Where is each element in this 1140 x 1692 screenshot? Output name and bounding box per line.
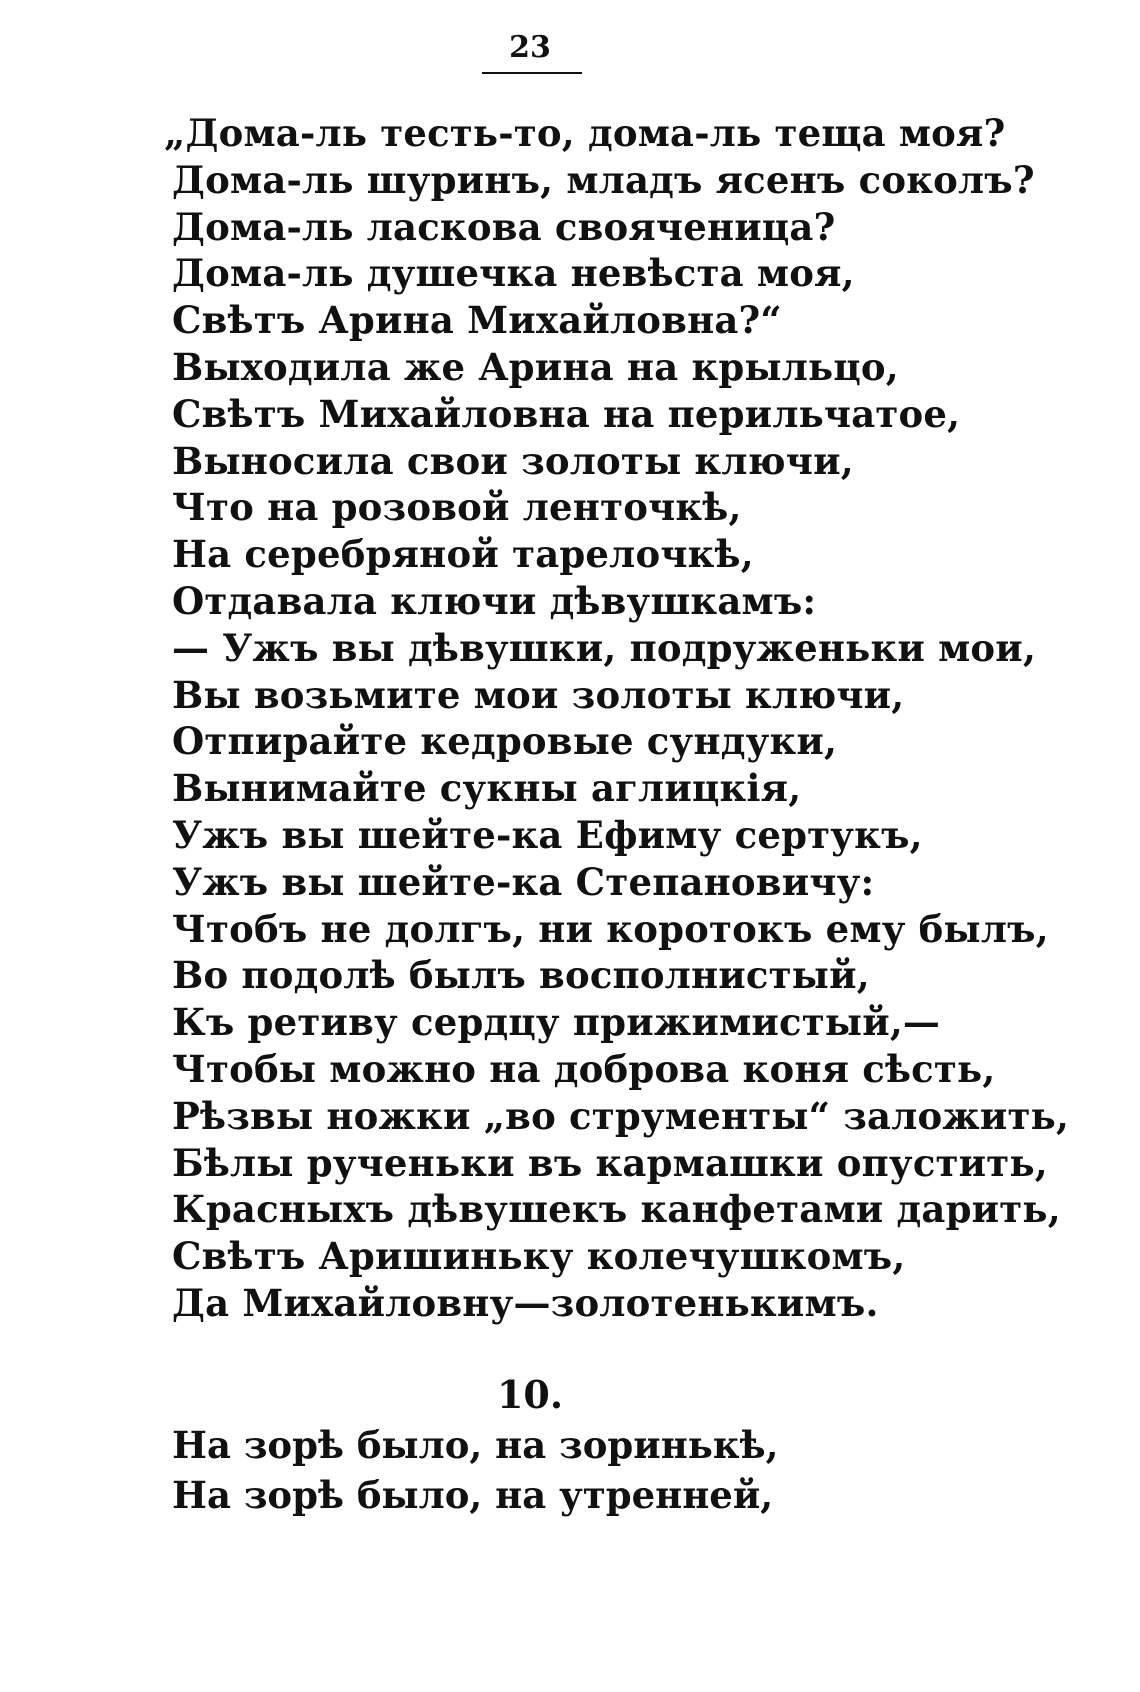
verse-line: „Дома-ль тесть-то, дома-ль теща моя? <box>164 111 1006 155</box>
verse-line: Во подолѣ былъ восполнистый, <box>172 953 870 998</box>
verse-line: Чтобы можно на доброва коня сѣсть, <box>172 1046 996 1091</box>
verse-line: Рѣзвы ножки „во струменты“ заложить, <box>172 1093 1070 1138</box>
page-number-rule <box>482 72 582 74</box>
poem-continued <box>164 110 1070 1327</box>
verse-line: Выходила же Арина на крыльцо, <box>172 344 899 389</box>
page-number: 23 <box>509 30 551 65</box>
verse-line: Свѣтъ Арина Михайловна?“ <box>172 298 782 343</box>
poem-10 <box>172 1420 779 1520</box>
verse-line: Отдавала ключи дѣвушкамъ: <box>172 578 817 623</box>
verse-line: Дома-ль душечка невѣста моя, <box>172 251 855 296</box>
verse-line: Да Михайловну—золотенькимъ. <box>172 1280 879 1325</box>
verse-line: Отпирайте кедровые сундуки, <box>172 719 838 764</box>
verse-line: На серебряной тарелочкѣ, <box>172 532 754 577</box>
verse-line: Свѣтъ Михайловна на перильчатое, <box>172 391 961 436</box>
verse-line: Вы возьмите мои золоты ключи, <box>172 672 905 717</box>
section-number: 10. <box>496 1372 564 1417</box>
verse-line: Выносила свои золоты ключи, <box>172 438 854 483</box>
verse-line: Къ ретиву сердцу прижимистый,— <box>172 1000 941 1045</box>
verse-line: Вынимайте сукны аглицкія, <box>172 766 802 811</box>
verse-line: На зорѣ было, на утренней, <box>172 1473 774 1517</box>
verse-line: Дома-ль шуринъ, младъ ясенъ соколъ? <box>172 157 1035 202</box>
verse-line: Что на розовой ленточкѣ, <box>172 485 742 530</box>
verse-line: Ужъ вы шейте-ка Степановичу: <box>172 859 875 904</box>
verse-line: Свѣтъ Аришиньку колечушкомъ, <box>172 1234 906 1279</box>
verse-line: На зорѣ было, на зоринькѣ, <box>172 1423 779 1467</box>
verse-line: — Ужъ вы дѣвушки, подруженьки мои, <box>172 625 1037 670</box>
verse-line: Дома-ль ласкова свояченица? <box>172 204 836 249</box>
verse-line: Красныхъ дѣвушекъ канфетами дарить, <box>172 1187 1061 1232</box>
verse-line: Чтобъ не долгъ, ни коротокъ ему былъ, <box>172 906 1049 951</box>
verse-line: Бѣлы рученьки въ кармашки опустить, <box>172 1140 1048 1185</box>
verse-line: Ужъ вы шейте-ка Ефиму сертукъ, <box>172 812 923 857</box>
